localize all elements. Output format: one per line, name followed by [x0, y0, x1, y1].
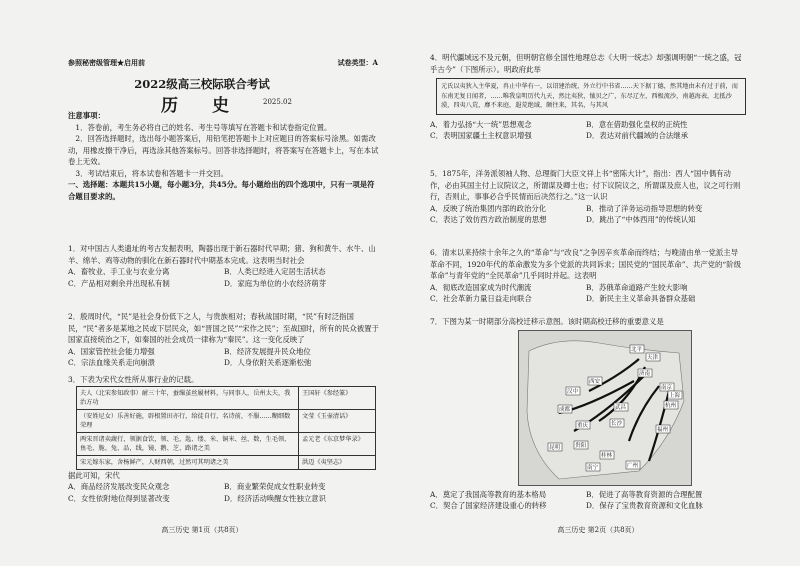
city-label: 广州 — [627, 462, 639, 469]
q4-quote: 元氏以夷狄入主华夏，冉止中华有一，以诏建治统，外立行中书省……天下据丁德，然其地由未有过于前，而东南无复日闻者，……唯我皇明历代九天，然比夷狄，恤贝之广，东尽辽左，西极流沙，南越海表，北抵沙漠，四夷八荒，靡不来庭，遐荒绝域，颇往来，其名，与其风 — [436, 78, 746, 115]
q2-option-c: C．宗法血缘关系走向崩溃 — [68, 358, 155, 367]
city-label: 武昌 — [615, 404, 627, 411]
q5-stem: 5．1875年，洋务派领袖人物、总理衙门大臣文祥上书“密陈大计”，指出：西人“国中偶有动作，必由其国主付上议院议之，所谓谋及卿士也；付下议院议之，所谓谋及庶人也，议之可行则行，否则止，事事必合乎民情而后决然行之。”这一认识 — [430, 169, 741, 201]
table-source: 王国轩《参经篆》 — [299, 386, 376, 409]
table-cell: 宋元嫁东家，舍杨鲜产，人财西朝，过然可其明诸之美 — [77, 455, 299, 469]
q2-option-b: B．经济发展提升民众地位 — [224, 346, 311, 356]
q2-options — [68, 346, 380, 369]
q4-stem: 4．明代疆域远不及元朝，但明朝官修全国性地理总志《大明一统志》却强调明朝“一统之盛，冠乎古今”（下图所示）。明政府此举 — [430, 53, 742, 74]
city-label: 长沙 — [611, 420, 623, 427]
q3-table — [76, 386, 376, 470]
q6-option-d: D．新民主主义革命具备群众基础 — [586, 294, 696, 303]
q5-options — [430, 203, 742, 226]
q5-option-a: A．反映了统治集团内部的政治分化 — [430, 203, 547, 213]
q1-option-a: A．畜牧业、手工业与农业分离 — [68, 267, 170, 276]
q1-option-c: C．产品相对剩余并出现私有制 — [68, 278, 170, 288]
question-5 — [430, 168, 742, 226]
q7-option-c: C．契合了国家经济建设重心的转移 — [430, 501, 547, 510]
q3-stem: 3．下表为宋代女性所从事行业的记载。 — [68, 375, 199, 384]
notice-1: 1．答卷前，考生务必将自己的姓名、考生号等填写在答题卡和试卷指定位置。 — [75, 122, 332, 132]
table-row — [77, 386, 376, 409]
notice-2: 2．回答选择题时，选出每小题答案后，用铅笔把答题卡上对应题目的答案标号涂黑。如需改动，用橡皮擦干净后，再选涂其他答案标号。回答非选择题时，将答案写在答题卡上，写在本试卷上无效。 — [68, 134, 379, 166]
table-source: 文莹《玉壶清话》 — [299, 409, 376, 432]
city-label: 汉中 — [567, 388, 579, 395]
header-row — [68, 58, 378, 68]
city-label: 西安 — [589, 378, 601, 385]
q3-option-a: A．商品经济发展改变民众观念 — [68, 482, 170, 491]
q3-tail: 据此可知，宋代 — [68, 470, 120, 480]
q5-option-d: D．跳出了“中体西用”的传统认知 — [586, 215, 696, 224]
city-label: 昆明 — [549, 444, 561, 451]
table-cell: （安姓尼女）乐善好施，辟根置田亦行，给徒自行，名诗前，不服……糊细数荣理 — [77, 409, 299, 432]
q2-stem: 2．殷周时代，“民”是社会身份低下之人，与贵族相对；春秋战国时期，“民”有时泛指国民，“民”者多是某地之民或下层民众，如“晋国之民”“宋作之民”；至战国时，所有的民众被置于国家直接统治之下，如秦国的社会成员一律称为“秦民”。这一变化反映了 — [68, 312, 379, 344]
q3-option-b: B．商业繁荣促成女性职业转变 — [224, 482, 326, 491]
q7-option-a: A．奠定了我国高等教育的基本格局 — [430, 489, 547, 499]
city-label: 天津 — [647, 354, 659, 361]
table-row — [77, 432, 376, 455]
question-1 — [68, 243, 380, 289]
q2-option-a: A．国家管控社会能力增强 — [68, 346, 155, 356]
question-6 — [430, 247, 742, 305]
table-source: 洪迈《夷坚志》 — [299, 455, 376, 469]
city-label: 南京 — [661, 384, 673, 391]
table-source: 孟元老《东京梦华录》 — [299, 432, 376, 455]
q5-option-c: C．表达了效仿西方政治制度的思想 — [430, 215, 547, 224]
q4-options — [430, 119, 742, 142]
q1-options — [68, 266, 380, 289]
map-figure — [519, 331, 691, 485]
question-7 — [430, 316, 742, 512]
city-label: 福州 — [657, 426, 669, 433]
q6-option-b: B．苏俄革命道路产生较大影响 — [586, 282, 688, 292]
q7-option-d: D．保存了宝贵教育资源和文化血脉 — [586, 501, 703, 510]
q2-option-d: D．人身依附关系逐渐松弛 — [224, 358, 312, 367]
q1-option-d: D．家庭为单位的小农经济萌芽 — [224, 278, 327, 288]
section-1-title: 一、选择题：本题共15小题，每小题3分，共45分。每小题给出的四个选项中，只有一项是符合题目要求的。 — [68, 180, 375, 201]
page-2-footer: 高三历史 第2页（共8页） — [557, 526, 639, 534]
q3-options — [68, 481, 380, 504]
question-2 — [68, 311, 380, 369]
exam-title: 2022级高三校际联合考试 — [134, 77, 270, 91]
table-cell: 两宋晋诸卖蔬行，领据食饮，领、毛、匙、缕、米、铜米、丝、数，生毛领、鱼毛、脆、兔、品，线，镜、鹅、芝、路诸之美 — [77, 432, 299, 455]
city-label: 北平 — [631, 346, 643, 353]
city-label: 重庆 — [577, 422, 589, 429]
table-row — [77, 409, 376, 432]
city-label: 杭州 — [665, 402, 677, 409]
city-label: 贵阳 — [575, 442, 587, 449]
q6-option-a: A．彻底改造国家成为时代潮流 — [430, 282, 532, 292]
q6-stem: 6．清末以来持续十余年之久的“革命”与“改良”之争因辛亥革命而终结；与晚清由单一党派主导革命不同，1920年代的革命激发为多个党派的共同诉求；国民党的“国民革命”、共产党的“阶级革命”与青年党的“全民革命”几乎同时并起。这表明 — [430, 248, 741, 280]
city-label: 济南 — [639, 370, 651, 377]
page-1-footer: 高三历史 第1页（共8页） — [161, 526, 243, 534]
q3-option-c: C．女性依附地位得到显著改变 — [68, 493, 170, 503]
migration-map — [518, 330, 692, 486]
q1-stem: 1．对中国古人类遗址的考古发掘表明，陶器出现于新石器时代早期；猪、狗和黄牛、水牛、山羊、绵羊、鸡等动物的驯化在新石器时代中期基本完成。这表明当时社会 — [68, 244, 376, 265]
city-label: 南宁 — [587, 464, 599, 471]
notices — [68, 110, 380, 202]
q6-option-c: C．社会革新力量日益走向联合 — [430, 294, 532, 303]
page-2 — [404, 0, 792, 566]
q4-option-b: B．意在借助强化皇权的正统性 — [586, 119, 688, 129]
q4-option-d: D．表达对前代疆域的合法继承 — [586, 131, 689, 140]
city-label: 上海 — [669, 392, 681, 399]
q5-option-b: B．推动了洋务运动指导思想的转变 — [586, 203, 703, 213]
q3-option-d: D．经济活动唤醒女性独立意识 — [224, 493, 327, 503]
q4-option-a: A．着力弘扬“大一统”思想观念 — [430, 119, 532, 129]
notice-title: 注意事项： — [68, 111, 105, 120]
q7-option-b: B．促进了高等教育资源的合理配置 — [586, 489, 703, 499]
city-label: 成都 — [559, 406, 571, 413]
paper-type: 试卷类型：A — [337, 58, 378, 67]
notice-3: 3．考试结束后，将本试卷和答题卡一并交回。 — [75, 168, 228, 178]
subject-title: 历 史 — [161, 96, 243, 116]
question-3 — [68, 374, 380, 504]
q7-options — [430, 489, 742, 512]
q4-option-c: C．表明国家疆土主权意识增强 — [430, 131, 532, 140]
question-4 — [430, 52, 742, 142]
q1-option-b: B．人类已经进入定居生活状态 — [224, 267, 326, 276]
exam-date: 2025.02 — [263, 98, 292, 106]
table-cell: 夫人（北宋参知政事）耐三十年，蚕缫茧丝履材料，与同事人，岳州太夫，我治方功 — [77, 386, 299, 409]
q7-stem: 7．下图为某一时期部分高校迁移示意图。该时期高校迁移的重要意义是 — [430, 317, 664, 326]
q6-options — [430, 282, 742, 305]
page-1 — [8, 0, 396, 566]
table-row — [77, 455, 376, 469]
city-label: 桂林 — [601, 452, 613, 459]
secret-label: 参照秘密级管理★启用前 — [68, 58, 145, 67]
